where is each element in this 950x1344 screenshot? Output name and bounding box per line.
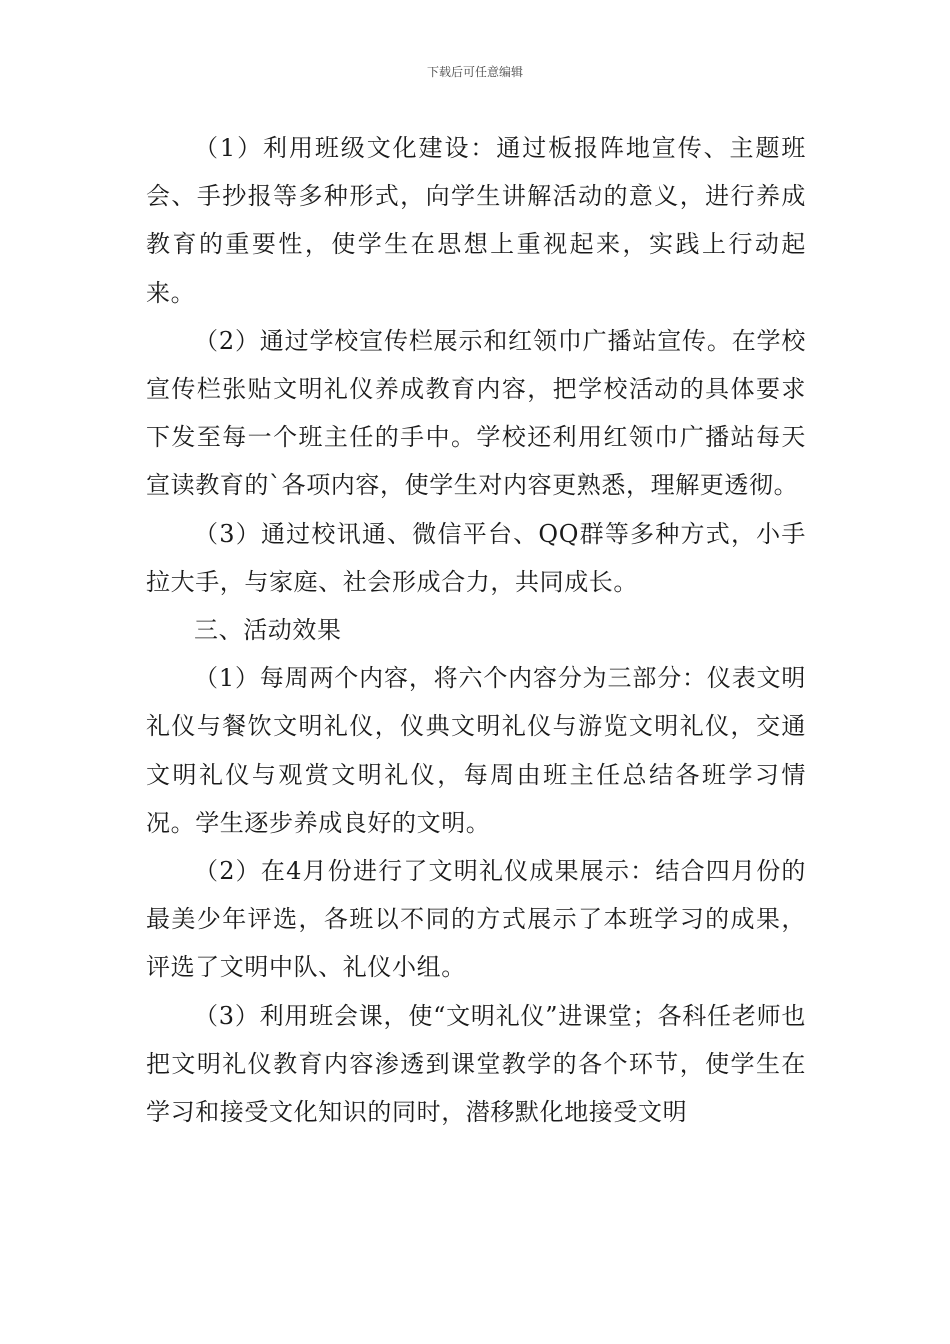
section-heading-activity-effects: 三、活动效果 [194,616,342,645]
page-header: 下载后可任意编辑 [426,65,523,79]
document-body [146,124,806,1136]
paragraph-school-bulletin: （2）通过学校宣传栏展示和红领巾广播站宣传。在学校宣传栏张贴文明礼仪养成教育内容，把学校活动的具体要求下发至每一个班主任的手中。学校还利用红领巾广播站每天宣读教育的`各项内容，使学生对内容更熟悉，理解更透彻。 [146,326,806,500]
paragraph-communication-channels: （3）通过校讯通、微信平台、QQ群等多种方式，小手拉大手，与家庭、社会形成合力，共同成长。 [146,519,806,596]
paragraph-april-showcase: （2）在4月份进行了文明礼仪成果展示：结合四月份的最美少年评选，各班以不同的方式展示了本班学习的成果，评选了文明中队、礼仪小组。 [146,857,806,982]
paragraph-class-meetings: （3）利用班会课，使“文明礼仪”进课堂；各科任老师也把文明礼仪教育内容渗透到课堂教学的各个环节，使学生在学习和接受文化知识的同时，潜移默化地接受文明 [146,1001,806,1127]
paragraph-class-culture: （1）利用班级文化建设：通过板报阵地宣传、主题班会、手抄报等多种形式，向学生讲解活动的意义，进行养成教育的重要性，使学生在思想上重视起来，实践上行动起来。 [146,134,806,307]
paragraph-weekly-content: （1）每周两个内容，将六个内容分为三部分：仪表文明礼仪与餐饮文明礼仪，仪典文明礼仪与游览文明礼仪，交通文明礼仪与观赏文明礼仪，每周由班主任总结各班学习情况。学生逐步养成良好的文明。 [146,664,806,837]
